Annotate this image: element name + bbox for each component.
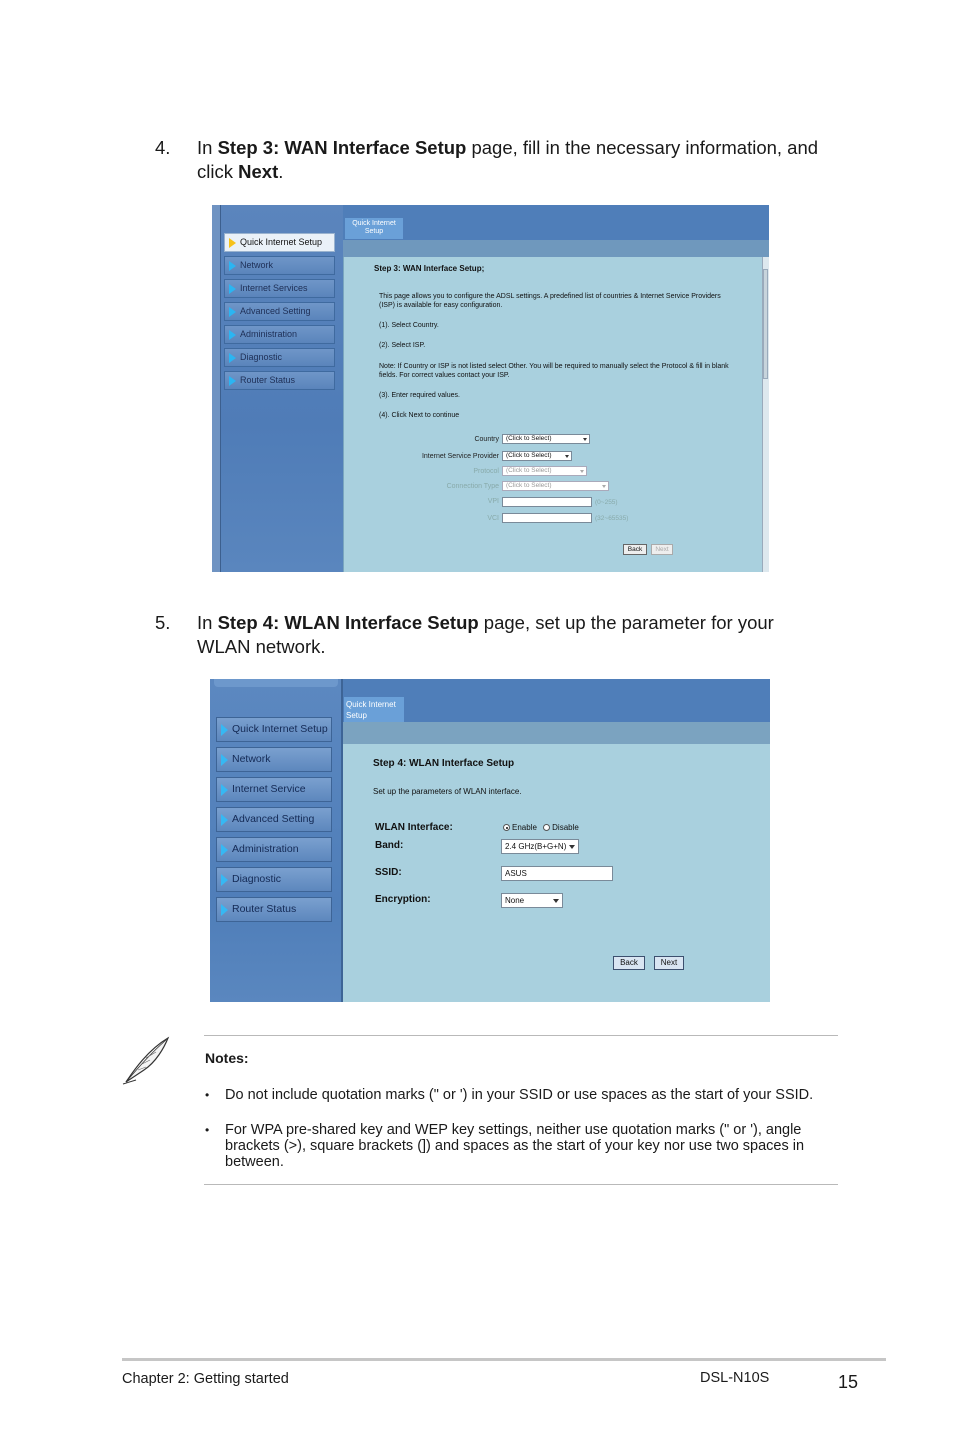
sidebar-item-advanced-setting[interactable]: Advanced Setting: [216, 807, 332, 832]
page-title: Step 3: WAN Interface Setup;: [374, 264, 485, 273]
sidebar-item-network[interactable]: Network: [224, 256, 335, 275]
wlan-interface-radios: [503, 823, 579, 832]
bullet: •: [205, 1088, 210, 1102]
sidebar-item-internet-service[interactable]: Internet Service: [216, 777, 332, 802]
encryption-label: Encryption:: [375, 894, 431, 905]
connection-type-label: Connection Type: [446, 483, 499, 490]
sidebar-item-router-status[interactable]: Router Status: [224, 371, 335, 390]
wlan-interface-label: WLAN Interface:: [375, 822, 453, 833]
instruction-1: (1). Select Country.: [379, 322, 439, 329]
header-strip: [343, 722, 770, 744]
notes-title: Notes:: [205, 1050, 249, 1066]
band-label: Band:: [375, 840, 404, 851]
back-button[interactable]: Back: [623, 544, 647, 555]
scrollbar[interactable]: [762, 257, 769, 572]
step-number: 5.: [155, 612, 171, 633]
sidebar-item-administration[interactable]: Administration: [224, 325, 335, 344]
enable-radio[interactable]: Enable: [503, 823, 537, 832]
arrow-icon: [221, 724, 228, 736]
step-title: Step 4: WLAN Interface Setup: [217, 612, 479, 633]
next-button[interactable]: Next: [654, 956, 684, 970]
footer-rule: [122, 1358, 886, 1361]
sidebar-top: [214, 679, 338, 687]
notes-top-rule: [204, 1035, 838, 1036]
back-button[interactable]: Back: [613, 956, 645, 970]
step-number: 4.: [155, 137, 171, 158]
wlan-setup-screenshot: [210, 679, 770, 1002]
pen-icon: [120, 1034, 174, 1086]
ssid-label: SSID:: [375, 867, 402, 878]
next-button[interactable]: Next: [651, 544, 673, 555]
step-title: Step 3: WAN Interface Setup: [217, 137, 467, 158]
instruction-3: (3). Enter required values.: [379, 392, 460, 399]
disable-radio[interactable]: Disable: [543, 823, 579, 832]
notes-bottom-rule: [204, 1184, 838, 1185]
band-select[interactable]: 2.4 GHz(B+G+N): [501, 839, 579, 854]
arrow-icon: [221, 754, 228, 766]
page-title: Step 4: WLAN Interface Setup: [373, 758, 515, 769]
step-body: In Step 4: WLAN Interface Setup page, set up the parameter for your WLAN network.: [197, 612, 774, 657]
next-keyword: Next: [238, 161, 279, 182]
sidebar-item-diagnostic[interactable]: Diagnostic: [224, 348, 335, 367]
sidebar-item-quick-internet-setup[interactable]: Quick Internet Setup: [216, 717, 332, 742]
footer-chapter: Chapter 2: Getting started: [122, 1371, 289, 1387]
tab-quick-internet-setup[interactable]: Quick Internet Setup: [344, 697, 404, 722]
bullet: •: [205, 1123, 210, 1137]
sidebar-item-administration[interactable]: Administration: [216, 837, 332, 862]
chevron-down-icon: [569, 845, 575, 849]
arrow-icon: [229, 307, 236, 317]
chevron-down-icon: [553, 899, 559, 903]
arrow-icon: [229, 376, 236, 386]
chevron-down-icon: [602, 485, 606, 488]
arrow-icon: [221, 874, 228, 886]
intro-text: This page allows you to configure the ADSL settings. A predefined list of countries & Internet Service Providers (ISP) is available for easy configuration.: [379, 293, 721, 309]
vci-label: VCI: [487, 515, 499, 522]
instruction-4: (4). Click Next to continue: [379, 412, 460, 419]
protocol-select[interactable]: (Click to Select): [502, 466, 587, 476]
sidebar-item-router-status[interactable]: Router Status: [216, 897, 332, 922]
vpi-hint: (0~255): [595, 499, 618, 506]
arrow-icon: [229, 330, 236, 340]
instruction-note: Note: If Country or ISP is not listed select Other. You will be required to manually select the Protocol & fill in blank fields. For correct values contact your ISP.: [379, 363, 729, 379]
sidebar-item-diagnostic[interactable]: Diagnostic: [216, 867, 332, 892]
footer-model: DSL-N10S: [700, 1370, 770, 1386]
arrow-icon: [221, 904, 228, 916]
arrow-icon: [221, 814, 228, 826]
encryption-select[interactable]: None: [501, 893, 563, 908]
protocol-label: Protocol: [473, 468, 499, 475]
isp-select[interactable]: (Click to Select): [502, 451, 572, 461]
page-number: 15: [838, 1372, 859, 1392]
vci-hint: (32~65535): [595, 515, 629, 522]
chevron-down-icon: [583, 438, 587, 441]
sidebar-item-internet-services[interactable]: Internet Services: [224, 279, 335, 298]
instruction-2: (2). Select ISP.: [379, 342, 426, 349]
top-bar: [343, 205, 769, 240]
top-bar: [343, 679, 770, 722]
country-label: Country: [474, 436, 499, 443]
arrow-icon: [229, 284, 236, 294]
step-body: In Step 3: WAN Interface Setup page, fill in the necessary information, and click Next.: [197, 137, 819, 182]
arrow-icon: [229, 261, 236, 271]
sidebar-item-advanced-setting[interactable]: Advanced Setting: [224, 302, 335, 321]
scrollbar-thumb[interactable]: [763, 269, 768, 379]
country-select[interactable]: (Click to Select): [502, 434, 590, 444]
chevron-down-icon: [580, 470, 584, 473]
arrow-icon: [229, 238, 236, 248]
connection-type-select[interactable]: (Click to Select): [502, 481, 609, 491]
radio-icon: [543, 824, 550, 831]
sidebar-item-network[interactable]: Network: [216, 747, 332, 772]
wan-setup-screenshot: [212, 205, 769, 572]
arrow-icon: [221, 784, 228, 796]
ssid-input[interactable]: ASUS: [501, 866, 613, 881]
isp-label: Internet Service Provider: [421, 453, 499, 460]
vpi-label: VPI: [487, 498, 499, 505]
radio-selected-icon: [503, 824, 510, 831]
arrow-icon: [229, 353, 236, 363]
chevron-down-icon: [565, 455, 569, 458]
vci-input[interactable]: [502, 513, 592, 523]
intro-text: Set up the parameters of WLAN interface.: [373, 787, 522, 796]
arrow-icon: [221, 844, 228, 856]
header-strip: [343, 240, 769, 257]
tab-quick-internet-setup[interactable]: Quick Internet Setup: [345, 218, 403, 239]
vpi-input[interactable]: [502, 497, 592, 507]
sidebar-item-quick-internet-setup[interactable]: Quick Internet Setup: [224, 233, 335, 252]
